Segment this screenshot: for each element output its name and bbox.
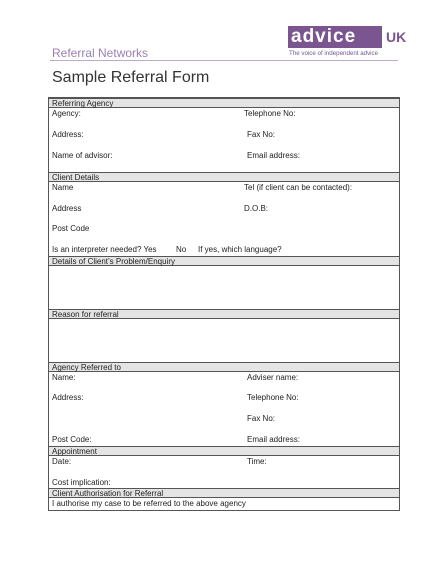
- field-email[interactable]: Email address:: [247, 151, 300, 160]
- header-rule: [50, 60, 398, 61]
- field-interpreter-no[interactable]: No: [176, 245, 187, 254]
- field-referred-name[interactable]: Name:: [52, 373, 76, 382]
- section-client-authorisation: Client Authorisation for Referral: [49, 488, 399, 498]
- section-agency-referred: Agency Referred to: [49, 362, 399, 372]
- field-client-name[interactable]: Name: [52, 183, 74, 192]
- page-title: Sample Referral Form: [52, 69, 210, 86]
- section-reason-for-referral: Reason for referral: [49, 309, 399, 319]
- section-client-details: Client Details: [49, 172, 399, 182]
- field-client-address[interactable]: Address: [52, 204, 82, 213]
- section-client-problem: Details of Client’s Problem/Enquiry: [49, 256, 399, 266]
- field-address[interactable]: Address:: [52, 130, 84, 139]
- field-fax[interactable]: Fax No:: [247, 130, 276, 139]
- field-referred-telephone[interactable]: Telephone No:: [247, 393, 299, 402]
- field-language[interactable]: If yes, which language?: [198, 245, 282, 254]
- field-referred-address[interactable]: Address:: [52, 393, 84, 402]
- field-client-dob[interactable]: D.O.B:: [244, 204, 269, 213]
- field-cost-implication[interactable]: Cost implication:: [52, 478, 111, 487]
- field-agency[interactable]: Agency:: [52, 109, 81, 118]
- field-adviser-name[interactable]: Adviser name:: [247, 373, 299, 382]
- field-appointment-date[interactable]: Date:: [52, 457, 72, 466]
- logo-word: advice: [291, 26, 357, 47]
- logo-uk: UK: [386, 29, 407, 45]
- section-appointment: Appointment: [49, 446, 399, 456]
- field-telephone[interactable]: Telephone No:: [244, 109, 296, 118]
- logo-tagline: The voice of independent advice: [289, 50, 379, 57]
- brand-title: Referral Networks: [52, 46, 149, 60]
- field-client-postcode[interactable]: Post Code: [52, 224, 90, 233]
- field-client-tel[interactable]: Tel (if client can be contacted):: [244, 183, 353, 192]
- field-referred-email[interactable]: Email address:: [247, 435, 300, 444]
- section-referring-agency: Referring Agency: [49, 98, 399, 108]
- field-advisor-name[interactable]: Name of advisor:: [52, 151, 113, 160]
- authorisation-statement[interactable]: I authorise my case to be referred to the above agency: [52, 499, 246, 508]
- field-interpreter-yes[interactable]: Is an interpreter needed? Yes: [52, 245, 157, 254]
- advice-uk-logo: [288, 26, 407, 60]
- field-referred-postcode[interactable]: Post Code:: [52, 435, 92, 444]
- field-referred-fax[interactable]: Fax No:: [247, 414, 276, 423]
- referral-form: [48, 97, 400, 511]
- field-appointment-time[interactable]: Time:: [247, 457, 267, 466]
